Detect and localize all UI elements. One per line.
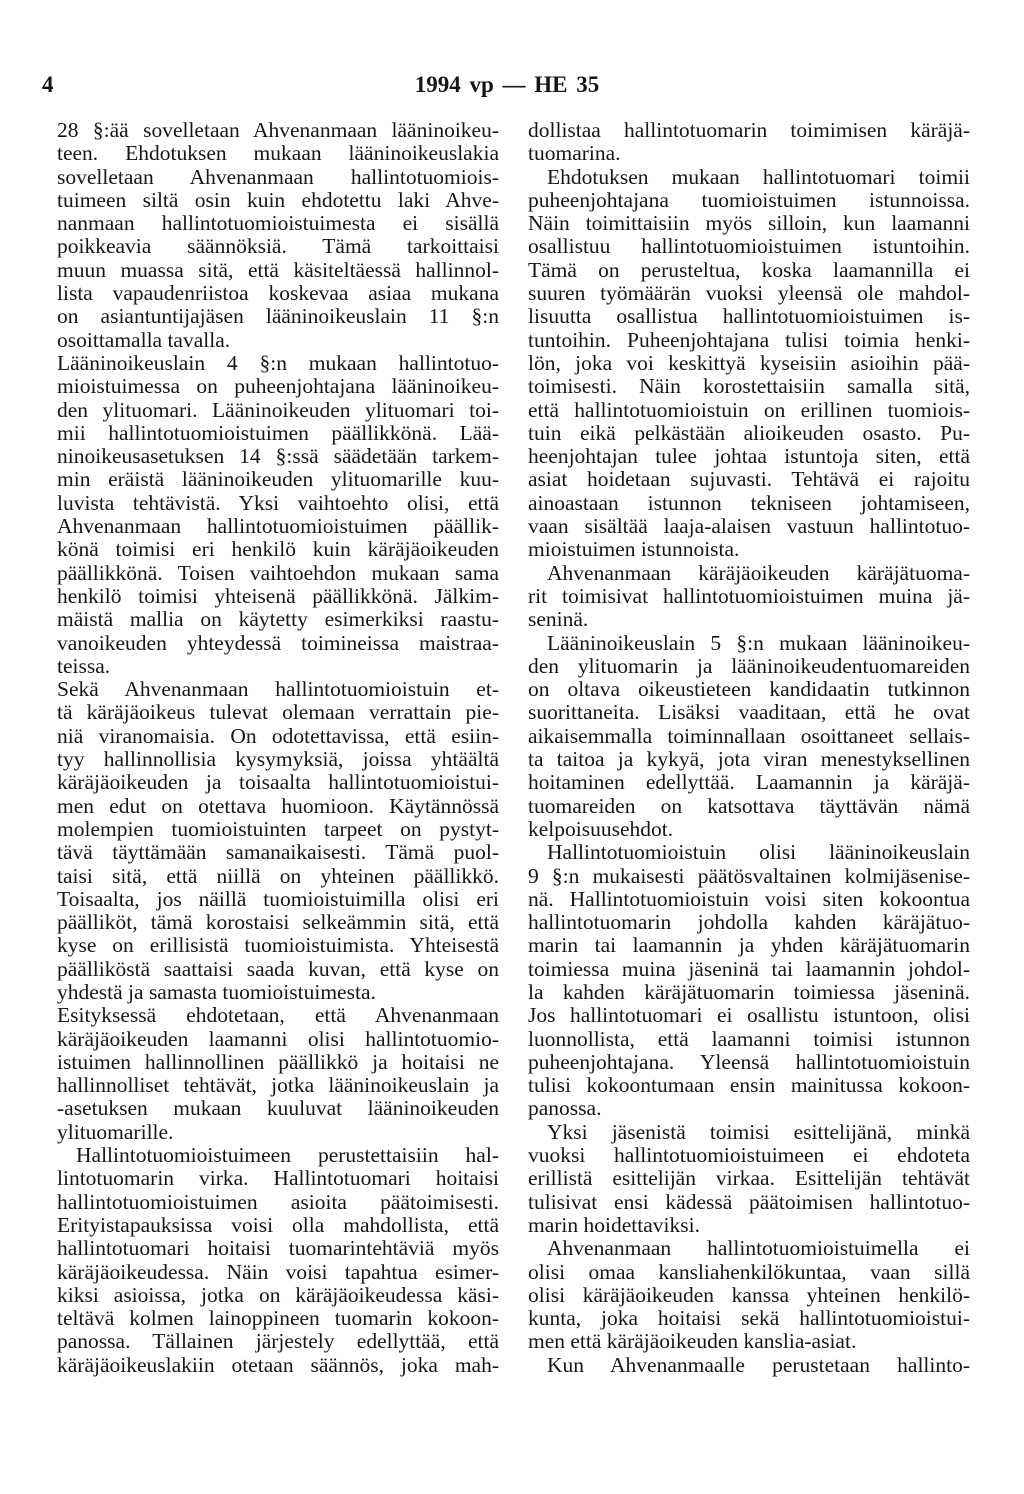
text-line: sovelletaan Ahvenanmaan hallintotuomiois- [57, 164, 499, 189]
text-line: ylituomarille. [57, 1119, 174, 1144]
text-line: men että käräjäoikeuden kanslia-asiat. [528, 1329, 857, 1354]
text-line: tuin eikä pelkästään alioikeuden osasto. Pu- [528, 420, 970, 445]
text-line: marin hoidettaviksi. [528, 1212, 700, 1237]
text-line: päälliköstä saattaisi saada kuvan, että kyse on [57, 956, 499, 981]
text-line: tuntoihin. Puheenjohtajana tulisi toimia henki- [528, 327, 970, 352]
text-line: tävä täyttämään samanaikaisesti. Tämä puol- [57, 840, 499, 865]
text-line: ninoikeusasetuksen 14 §:ssä säädetään tarkem- [57, 444, 499, 469]
text-line: mioistuimessa on puheenjohtajana lääninoikeu- [57, 374, 499, 399]
text-line: luonnollista, että laamanni toimisi istunnon [528, 1026, 970, 1051]
text-line: Lääninoikeuslain 5 §:n mukaan lääninoikeu- [547, 630, 970, 655]
text-line: yhdestä ja samasta tuomioistuimesta. [57, 979, 376, 1004]
text-line: henkilö toimisi yhteisenä päällikkönä. Jälkim- [57, 583, 499, 608]
text-line: Hallintotuomioistuin olisi lääninoikeuslain [547, 840, 970, 865]
text-line: Hallintotuomioistuimeen perustettaisiin hal- [76, 1143, 499, 1168]
text-line: aikaisemmalla toiminnallaan osoittaneet sellais- [528, 723, 970, 748]
text-line: Ehdotuksen mukaan hallintotuomari toimii [547, 164, 970, 189]
text-line: Kun Ahvenanmaalle perustetaan hallinto- [547, 1352, 970, 1377]
paragraph [57, 119, 499, 352]
text-line: könä toimisi eri henkilö kuin käräjäoikeuden [57, 537, 499, 562]
text-line: kiksi asioissa, jotka on käräjäoikeudessa käsi- [57, 1282, 499, 1307]
text-line: vaan sisältää laaja-alaisen vastuun hallintotuo- [528, 514, 970, 539]
text-line: osallistuu hallintotuomioistuimen istuntoihin. [528, 234, 970, 259]
text-line: Toisaalta, jos näillä tuomioistuimilla olisi eri [57, 886, 499, 911]
text-line: men edut on otettava huomioon. Käytännössä [57, 793, 499, 818]
paragraph [528, 841, 970, 1121]
text-line: Jos hallintotuomari ei osallistu istuntoon, olisi [528, 1003, 970, 1028]
text-line: tyy hallinnollisia kysymyksiä, joissa yhtäältä [57, 747, 499, 772]
text-line: luvista tehtävistä. Yksi vaihtoehto olisi, että [57, 490, 499, 515]
text-line: Tämä on perusteltua, koska laamannilla ei [528, 257, 970, 282]
text-line: Erityistapauksissa voisi olla mahdollista, että [57, 1212, 499, 1237]
text-line: Näin toimittaisiin myös silloin, kun laamanni [528, 211, 970, 236]
text-line: panossa. Tällainen järjestely edellyttää, että [57, 1329, 499, 1354]
text-line: -asetuksen mukaan kuuluvat lääninoikeuden [57, 1096, 499, 1121]
text-line: min eräistä lääninoikeuden ylituomarille kuu- [57, 467, 499, 492]
text-line: suuren työmäärän vuoksi yleensä ole mahdol- [528, 281, 970, 306]
text-line: päälliköt, tämä korostaisi selkeämmin sitä, että [57, 910, 499, 935]
text-line: olisi käräjäoikeuden kanssa yhteinen henkilö- [528, 1282, 970, 1307]
text-line: teissa. [57, 653, 111, 678]
text-line: tulisivat ensi kädessä päätoimisen hallintotuo- [528, 1189, 970, 1214]
paragraph [57, 678, 499, 1004]
text-line: den ylituomari. Lääninoikeuden ylituomari toi- [57, 397, 499, 422]
text-line: tuomarina. [528, 141, 621, 166]
paragraph [528, 632, 970, 842]
text-line: teen. Ehdotuksen mukaan lääninoikeuslakia [57, 141, 499, 166]
text-line: erillistä esittelijän virkaa. Esittelijän tehtävät [528, 1166, 970, 1191]
text-line: käräjäoikeuden laamanni olisi hallintotuomio- [57, 1026, 499, 1051]
text-line: lön, joka voi keskittyä kyseisiin asioihin pää- [528, 350, 970, 375]
text-line: Esityksessä ehdotetaan, että Ahvenanmaan [57, 1003, 499, 1028]
paragraph [528, 1237, 970, 1353]
right-column [528, 119, 970, 1377]
text-line: 28 §:ää sovelletaan Ahvenanmaan lääninoikeu- [57, 118, 499, 142]
paragraph [528, 119, 970, 166]
text-line: dollistaa hallintotuomarin toimimisen käräjä- [528, 118, 970, 142]
text-line: Ahvenanmaan käräjäoikeuden käräjätuoma- [547, 560, 970, 585]
paragraph [528, 1121, 970, 1237]
text-line: panossa. [528, 1096, 602, 1121]
text-line: Ahvenanmaan hallintotuomioistuimen päällik- [57, 514, 499, 539]
text-line: Lääninoikeuslain 4 §:n mukaan hallintotuo- [57, 350, 499, 375]
text-line: den ylituomarin ja lääninoikeudentuomareiden [528, 653, 970, 678]
text-line: hallintotuomarin johdolla kahden käräjätuo- [528, 910, 970, 935]
text-line: Yksi jäsenistä toimisi esittelijänä, minkä [547, 1119, 970, 1144]
running-title: 1994 vp — HE 35 [414, 72, 600, 97]
paragraph [528, 1354, 970, 1377]
page-number: 4 [42, 72, 54, 97]
text-line: hoitaminen edellyttää. Laamannin ja käräjä- [528, 770, 970, 795]
left-column [57, 119, 499, 1377]
text-line: toimiessa muina jäseninä tai laamannin johdol- [528, 956, 970, 981]
text-line: osoittamalla tavalla. [57, 327, 231, 352]
text-line: olisi omaa kansliahenkilökuntaa, vaan sillä [528, 1259, 970, 1284]
text-line: puheenjohtajana tuomioistuimen istunnoissa. [528, 187, 970, 212]
paragraph [528, 166, 970, 562]
text-line: Ahvenanmaan hallintotuomioistuimella ei [547, 1236, 970, 1261]
paragraph [57, 352, 499, 678]
text-line: ta taitoa ja kykyä, jota viran menestyksellinen [528, 747, 970, 772]
text-line: ainoastaan istunnon tekniseen johtamiseen, [528, 490, 970, 515]
text-line: mii hallintotuomioistuimen päällikkönä. Lää- [57, 420, 499, 445]
text-line: asiat hoidetaan sujuvasti. Tehtävä ei rajoitu [528, 467, 970, 492]
text-line: käräjäoikeuslakiin otetaan säännös, joka mah- [57, 1352, 499, 1377]
text-line: että hallintotuomioistuin on erillinen tuomiois- [528, 397, 970, 422]
text-line: Sekä Ahvenanmaan hallintotuomioistuin et- [57, 677, 499, 702]
text-line: on oltava oikeustieteen kandidaatin tutkinnon [528, 677, 970, 702]
paragraph [528, 562, 970, 632]
text-line: heenjohtajan tulee johtaa istuntoja siten, että [528, 444, 970, 469]
text-line: kyse on erillisistä tuomioistuimista. Yhteisestä [57, 933, 499, 958]
text-line: molempien tuomioistuinten tarpeet on pystyt- [57, 816, 499, 841]
paragraph [57, 1144, 499, 1377]
text-line: lintotuomarin virka. Hallintotuomari hoitaisi [57, 1166, 499, 1191]
text-line: toimisesti. Näin korostettaisiin samalla sitä, [528, 374, 970, 399]
text-line: marin tai laamannin ja yhden käräjätuomarin [528, 933, 970, 958]
text-line: tuomareiden on katsottava täyttävän nämä [528, 793, 970, 818]
text-line: käräjäoikeudessa. Näin voisi tapahtua esimer- [57, 1259, 499, 1284]
text-line: rit toimisivat hallintotuomioistuimen muina jä- [528, 583, 970, 608]
text-line: kunta, joka hoitaisi sekä hallintotuomioistui- [528, 1306, 970, 1331]
text-line: vuoksi hallintotuomioistuimeen ei ehdoteta [528, 1143, 970, 1168]
text-line: istuimen hallinnollinen päällikkö ja hoitaisi ne [57, 1049, 499, 1074]
text-line: mioistuimen istunnoista. [528, 537, 740, 562]
text-line: nanmaan hallintotuomioistuimesta ei sisällä [57, 211, 499, 236]
text-line: tulisi kokoontumaan ensin mainitussa kokoon- [528, 1073, 970, 1098]
text-line: teltävä kolmen lainoppineen tuomarin kokoon- [57, 1306, 499, 1331]
text-line: lista vapaudenriistoa koskevaa asiaa mukana [57, 281, 499, 306]
text-line: hallintotuomioistuimen asioita päätoimisesti. [57, 1189, 499, 1214]
text-line: taisi sitä, että niillä on yhteinen päällikkö. [57, 863, 499, 888]
text-line: kelpoisuusehdot. [528, 816, 674, 841]
text-line: puheenjohtajana. Yleensä hallintotuomioistuin [528, 1049, 970, 1074]
text-line: hallintotuomari hoitaisi tuomarintehtäviä myös [57, 1236, 499, 1261]
text-line: niä viranomaisia. On odotettavissa, että esiin- [57, 723, 499, 748]
text-line: poikkeavia säännöksiä. Tämä tarkoittaisi [57, 234, 499, 259]
text-line: nä. Hallintotuomioistuin voisi siten kokoontua [528, 886, 970, 911]
text-line: muun muassa sitä, että käsiteltäessä hallinnol- [57, 257, 499, 282]
text-line: käräjäoikeuden ja toisaalta hallintotuomioistui- [57, 770, 499, 795]
text-line: tä käräjäoikeus tulevat olemaan verrattain pie- [57, 700, 499, 725]
paragraph [57, 1004, 499, 1144]
text-line: mäistä mallia on käytetty esimerkiksi raastu- [57, 607, 499, 632]
text-line: suorittaneita. Lisäksi vaaditaan, että he ovat [528, 700, 970, 725]
text-line: seninä. [528, 607, 589, 632]
text-line: lisuutta osallistua hallintotuomioistuimen is- [528, 304, 970, 329]
text-line: 9 §:n mukaisesti päätösvaltainen kolmijäsenise- [528, 863, 970, 888]
text-line: vanoikeuden yhteydessä toimineissa maistraa- [57, 630, 499, 655]
text-line: on asiantuntijajäsen lääninoikeuslain 11 §:n [57, 304, 499, 329]
text-line: la kahden käräjätuomarin toimiessa jäseninä. [528, 979, 970, 1004]
text-line: tuimeen siltä osin kuin ehdotettu laki Ahve- [57, 187, 499, 212]
text-line: hallinnolliset tehtävät, jotka lääninoikeuslain ja [57, 1073, 499, 1098]
text-line: päällikkönä. Toisen vaihtoehdon mukaan sama [57, 560, 499, 585]
